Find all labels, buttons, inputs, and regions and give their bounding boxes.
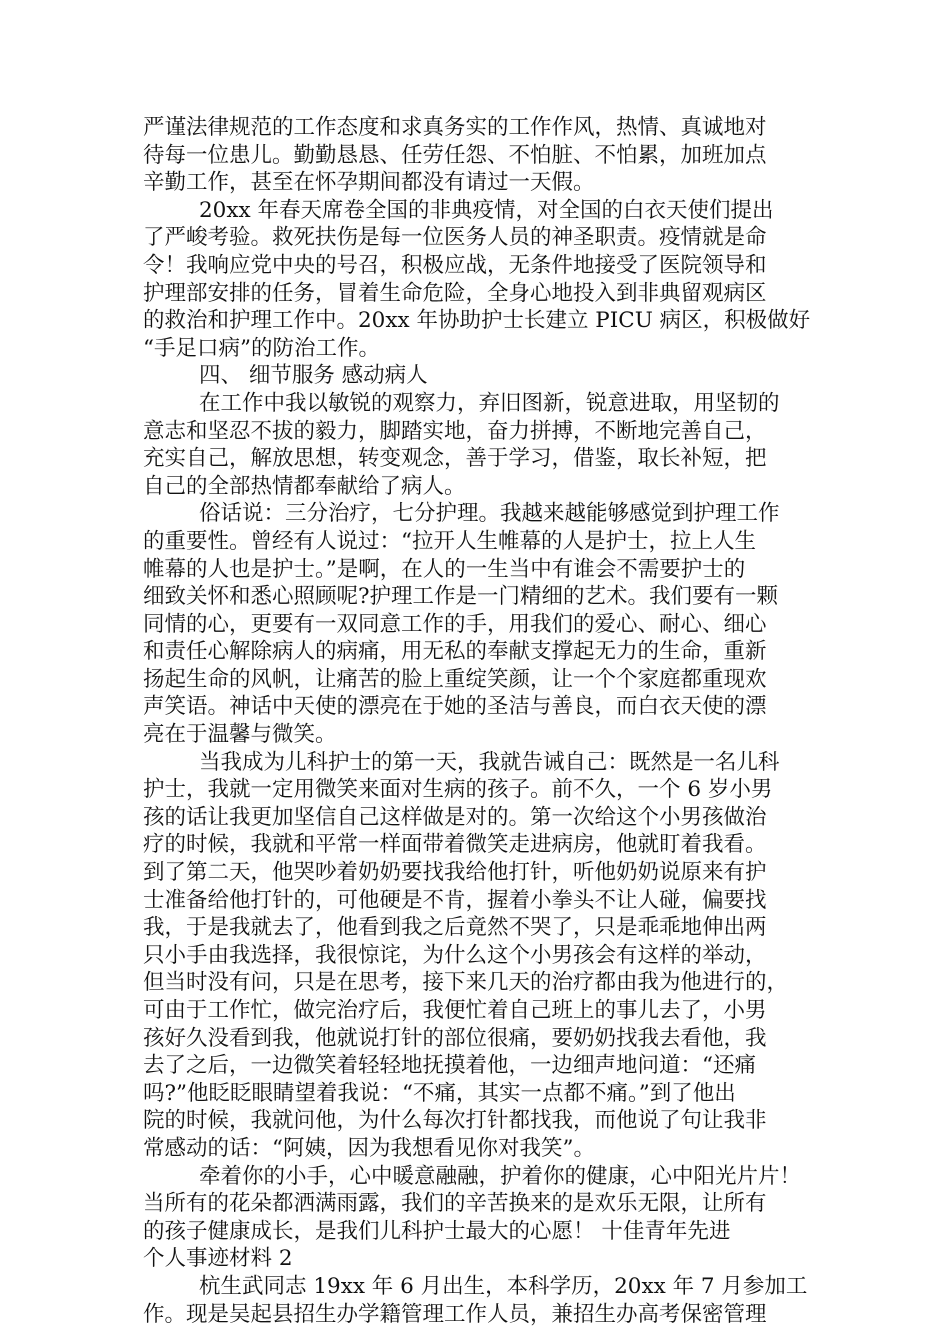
text-line: 四、 细节服务 感动病人: [199, 363, 428, 389]
text-line: 20xx 年春天席卷全国的非典疫情，对全国的白衣天使们提出: [199, 197, 774, 223]
text-line: 护理部安排的任务，冒着生命危险，全身心地投入到非典留观病区: [143, 280, 767, 306]
text-line: 杭生武同志 19xx 年 6 月出生，本科学历，20xx 年 7 月参加工: [199, 1273, 808, 1299]
document-body-text: [143, 114, 823, 1328]
text-line: 我，于是我就去了，他看到我之后竟然不哭了，只是乖乖地伸出两: [143, 915, 767, 941]
text-line: 当我成为儿科护士的第一天，我就告诫自己：既然是一名儿科: [199, 749, 780, 775]
text-line: 扬起生命的风帆，让痛苦的脸上重绽笑颜，让一个个家庭都重现欢: [143, 666, 767, 692]
text-line: 牵着你的小手，心中暖意融融，护着你的健康，心中阳光片片！: [199, 1163, 802, 1189]
text-line: 的救治和护理工作中。20xx 年协助护士长建立 PICU 病区，积极做好: [143, 308, 811, 334]
text-line: 但当时没有问，只是在思考，接下来几天的治疗都由我为他进行的，: [143, 970, 789, 996]
text-line: 可由于工作忙，做完治疗后，我便忙着自己班上的事儿去了，小男: [143, 998, 767, 1023]
text-line: 只小手由我选择，我很惊诧，为什么这个小男孩会有这样的举动，: [143, 942, 767, 968]
text-line: 帷幕的人也是护士。”是啊，在人的一生当中有谁会不需要护士的: [143, 556, 746, 582]
text-line: 疗的时候，我就和平常一样面带着微笑走进病房，他就盯着我看。: [143, 832, 767, 858]
text-line: 吗?”他眨眨眼睛望着我说：“不痛，其实一点都不痛。”到了他出: [143, 1080, 736, 1106]
text-line: 士准备给他打针的，可他硬是不肯，握着小拳头不让人碰，偏要找: [143, 887, 767, 913]
text-line: 亮在于温馨与微笑。: [143, 722, 337, 748]
text-line: 的重要性。曾经有人说过：“拉开人生帷幕的人是护士，拉上人生: [143, 528, 756, 554]
text-line: 作。现是吴起县招生办学籍管理工作人员，兼招生办高考保密管理: [143, 1301, 767, 1327]
text-line: 同情的心，更要有一双同意工作的手，用我们的爱心、耐心、细心: [143, 611, 767, 637]
text-line: 院的时候，我就问他，为什么每次打针都找我，而他说了句让我非: [143, 1108, 767, 1134]
text-line: 孩好久没看到我，他就说打针的部位很痛，要奶奶找我去看他，我: [143, 1025, 767, 1051]
text-line: 俗话说：三分治疗，七分护理。我越来越能够感觉到护理工作: [199, 501, 780, 527]
text-line: 的孩子健康成长，是我们儿科护士最大的心愿！ 十佳青年先进: [143, 1218, 731, 1244]
text-line: 和责任心解除病人的病痛，用无私的奉献支撑起无力的生命，重新: [143, 639, 767, 665]
text-line: 意志和坚忍不拔的毅力，脚踏实地，奋力拼搏，不断地完善自己，: [143, 418, 767, 444]
text-line: 个人事迹材料 2: [143, 1246, 293, 1272]
text-line: 待每一位患儿。勤勤恳恳、任劳任怨、不怕脏、不怕累，加班加点: [143, 142, 767, 168]
text-line: 令！我响应党中央的号召，积极应战，无条件地接受了医院领导和: [143, 252, 767, 278]
text-line: 孩的话让我更加坚信自己这样做是对的。第一次给这个小男孩做治: [143, 804, 767, 830]
text-line: 在工作中我以敏锐的观察力，弃旧图新，锐意进取，用坚韧的: [199, 390, 780, 416]
text-line: 当所有的花朵都洒满雨露，我们的辛苦换来的是欢乐无限，让所有: [143, 1191, 767, 1217]
text-line: 自己的全部热情都奉献给了病人。: [143, 473, 466, 499]
text-line: 充实自己，解放思想，转变观念，善于学习，借鉴，取长补短，把: [143, 446, 767, 472]
text-line: 护士，我就一定用微笑来面对生病的孩子。前不久，一个 6 岁小男: [143, 777, 773, 803]
text-line: 去了之后，一边微笑着轻轻地抚摸着他，一边细声地问道：“还痛: [143, 1053, 756, 1079]
text-line: 常感动的话：“阿姨，因为我想看见你对我笑”。: [143, 1135, 595, 1161]
text-line: 严谨法律规范的工作态度和求真务实的工作作风，热情、真诚地对: [143, 115, 767, 140]
text-line: 了严峻考验。救死扶伤是每一位医务人员的神圣职责。疫情就是命: [143, 225, 767, 251]
text-line: 声笑语。神话中天使的漂亮在于她的圣洁与善良，而白衣天使的漂: [143, 694, 767, 720]
text-line: 到了第二天，他哭吵着奶奶要找我给他打针，听他奶奶说原来有护: [143, 860, 767, 886]
text-line: 细致关怀和悉心照顾呢?护理工作是一门精细的艺术。我们要有一颗: [143, 584, 779, 610]
text-line: 辛勤工作，甚至在怀孕期间都没有请过一天假。: [143, 170, 595, 196]
text-line: “手足口病”的防治工作。: [143, 335, 380, 361]
